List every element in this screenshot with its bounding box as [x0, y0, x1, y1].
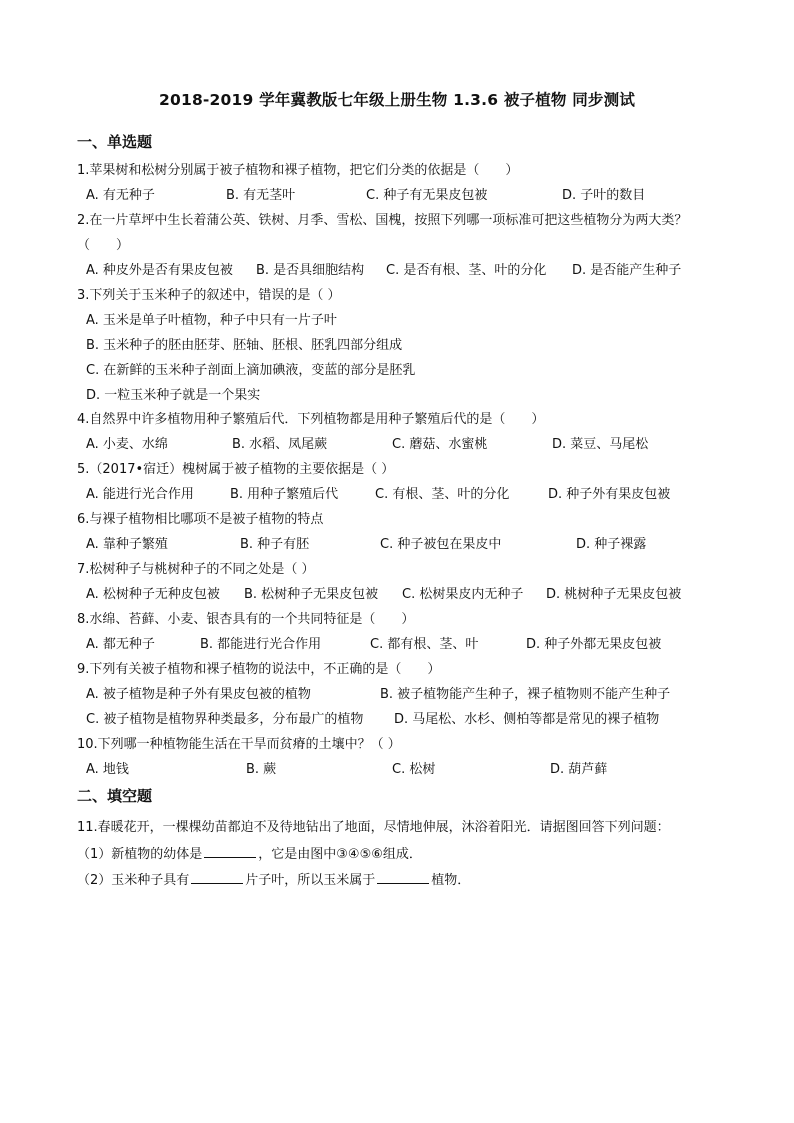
option-b: B. 水稻、凤尾蕨	[232, 437, 328, 452]
option-b: B. 松树种子无果皮包被	[244, 587, 379, 602]
section-heading-single-choice: 一、单选题	[77, 133, 153, 151]
option-c: C. 是否有根、茎、叶的分化	[386, 263, 547, 278]
option-a: A. 都无种子	[86, 637, 155, 652]
question-4-options	[86, 436, 726, 454]
option-b: B. 种子有胚	[240, 537, 310, 552]
option-d: D. 种子外都无果皮包被	[526, 637, 662, 652]
question-3-stem: 3.下列关于玉米种子的叙述中，错误的是（ ）	[77, 288, 341, 303]
option-d: D. 种子外有果皮包被	[548, 487, 671, 502]
option-a: A. 有无种子	[86, 188, 155, 203]
question-4-stem: 4.自然界中许多植物用种子繁殖后代．下列植物都是用种子繁殖后代的是（ ）	[77, 412, 545, 427]
question-5-options	[86, 486, 726, 504]
option-d: D. 菜豆、马尾松	[552, 437, 649, 452]
question-10-stem: 10.下列哪一种植物能生活在干旱而贫瘠的土壤中？（ ）	[77, 737, 401, 752]
question-1-stem: 1.苹果树和松树分别属于被子植物和裸子植物，把它们分类的依据是（ ）	[77, 163, 519, 178]
option-a: A. 地钱	[86, 762, 129, 777]
option-b: B. 有无茎叶	[226, 188, 296, 203]
question-11-part-2	[77, 871, 470, 890]
option-d: D. 桃树种子无果皮包被	[546, 587, 682, 602]
part-2-text-c: 植物．	[431, 873, 471, 888]
option-b: B. 是否具细胞结构	[256, 263, 365, 278]
option-d: D. 子叶的数目	[562, 188, 646, 203]
question-6-options	[86, 536, 726, 554]
option-d: D. 是否能产生种子	[572, 263, 682, 278]
option-b: B. 被子植物能产生种子，裸子植物则不能产生种子	[380, 687, 671, 702]
option-c: C. 松树果皮内无种子	[402, 587, 524, 602]
question-9-stem: 9.下列有关被子植物和裸子植物的说法中，不正确的是（ ）	[77, 662, 441, 677]
question-11-stem: 11.春暖花开，一棵棵幼苗都迫不及待地钻出了地面，尽情地伸展，沐浴着阳光．请据图回答下列问题：	[77, 820, 670, 835]
option-a: A. 靠种子繁殖	[86, 537, 168, 552]
question-1-options	[86, 187, 726, 205]
option-c: C. 蘑菇、水蜜桃	[392, 437, 488, 452]
option-b: B. 用种子繁殖后代	[230, 487, 339, 502]
part-1-text-a: （1）新植物的幼体是	[77, 847, 203, 862]
question-3-option-a: A. 玉米是单子叶植物，种子中只有一片子叶	[86, 313, 337, 328]
part-2-text-a: （2）玉米种子具有	[77, 873, 190, 888]
option-d: D. 马尾松、水杉、侧柏等都是常见的裸子植物	[394, 712, 660, 727]
question-10-options	[86, 761, 726, 779]
option-b: B. 蕨	[246, 762, 277, 777]
option-a: A. 松树种子无种皮包被	[86, 587, 220, 602]
option-a: A. 小麦、水绵	[86, 437, 168, 452]
question-9-options-row1	[86, 686, 726, 704]
question-8-options	[86, 636, 726, 654]
part-2-text-b: 片子叶，所以玉米属于	[245, 873, 376, 888]
option-c: C. 种子被包在果皮中	[380, 537, 502, 552]
question-3-option-b: B. 玉米种子的胚由胚芽、胚轴、胚根、胚乳四部分组成	[86, 338, 403, 353]
option-c: C. 被子植物是植物界种类最多，分布最广的植物	[86, 712, 364, 727]
document-title: 2018-2019 学年冀教版七年级上册生物 1.3.6 被子植物 同步测试	[158, 91, 636, 109]
question-3-option-d: D. 一粒玉米种子就是一个果实	[86, 388, 261, 403]
option-c: C. 都有根、茎、叶	[370, 637, 479, 652]
answer-blank-3[interactable]	[377, 871, 429, 884]
option-c: C. 种子有无果皮包被	[366, 188, 488, 203]
question-5-stem: 5.（2017•宿迁）槐树属于被子植物的主要依据是（ ）	[77, 462, 395, 477]
part-1-text-b: ，它是由图中③④⑤⑥组成．	[258, 847, 422, 862]
question-2-stem-cont: （ ）	[77, 238, 130, 253]
option-a: A. 种皮外是否有果皮包被	[86, 263, 233, 278]
question-2-stem: 2.在一片草坪中生长着蒲公英、铁树、月季、雪松、国槐，按照下列哪一项标准可把这些植物分为两大类？	[77, 213, 688, 228]
section-heading-fill-blank: 二、填空题	[77, 787, 153, 805]
option-a: A. 能进行光合作用	[86, 487, 194, 502]
question-3-option-c: C. 在新鲜的玉米种子剖面上滴加碘液，变蓝的部分是胚乳	[86, 363, 416, 378]
option-d: D. 葫芦藓	[550, 762, 608, 777]
option-c: C. 有根、茎、叶的分化	[375, 487, 510, 502]
question-8-stem: 8.水绵、苔藓、小麦、银杏具有的一个共同特征是（ ）	[77, 612, 415, 627]
option-b: B. 都能进行光合作用	[200, 637, 322, 652]
answer-blank-1[interactable]	[204, 845, 256, 858]
option-d: D. 种子裸露	[576, 537, 647, 552]
option-c: C. 松树	[392, 762, 436, 777]
question-9-options-row2	[86, 711, 726, 729]
option-a: A. 被子植物是种子外有果皮包被的植物	[86, 687, 311, 702]
question-11-part-1	[77, 845, 422, 864]
question-7-stem: 7.松树种子与桃树种子的不同之处是（ ）	[77, 562, 315, 577]
question-2-options	[86, 262, 726, 280]
question-7-options	[86, 586, 726, 604]
question-6-stem: 6.与裸子植物相比哪项不是被子植物的特点	[77, 512, 324, 527]
answer-blank-2[interactable]	[191, 871, 243, 884]
